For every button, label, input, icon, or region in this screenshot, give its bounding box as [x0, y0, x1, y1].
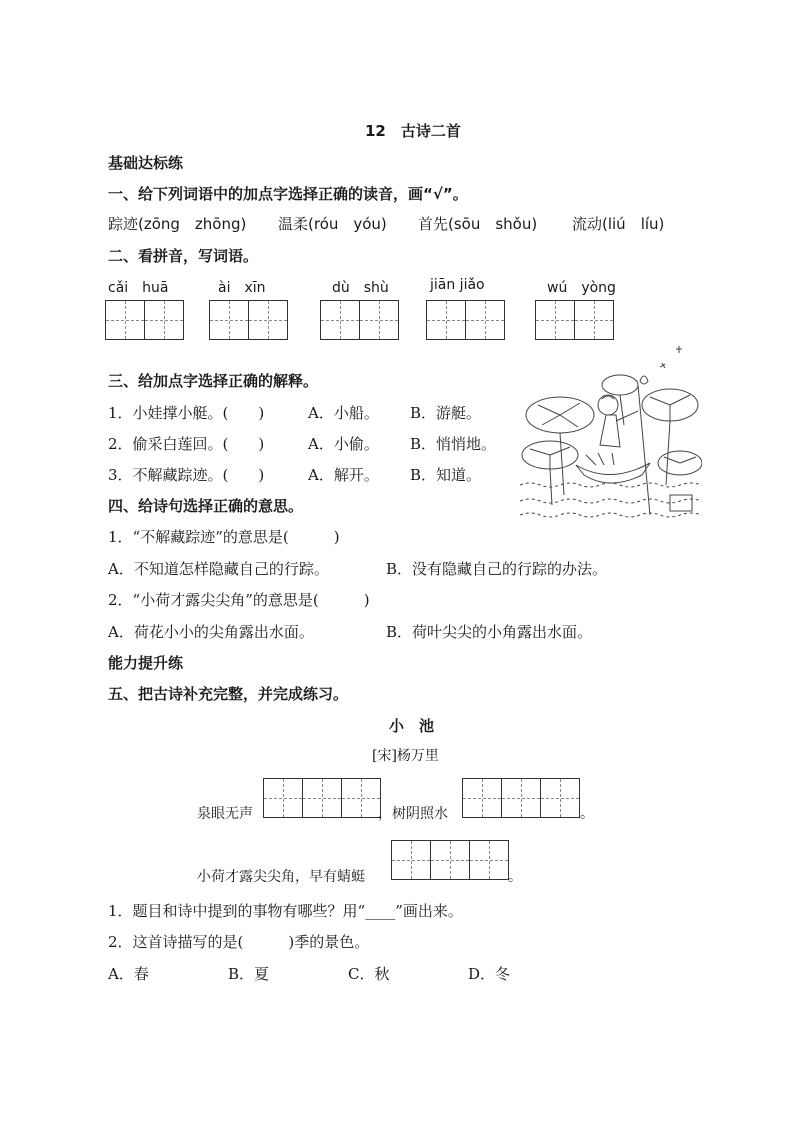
page-title: 12 古诗二首 — [365, 122, 461, 140]
poem-line1-start: 泉眼无声 — [197, 806, 253, 822]
q1-heading: 一、给下列词语中的加点字选择正确的读音，画“√”。 — [108, 185, 468, 203]
q3-option-2a[interactable]: A．小偷。 — [308, 435, 379, 453]
poem-line1-middle: ，树阴照水 — [378, 806, 448, 822]
poem-title: 小 池 — [389, 717, 435, 735]
q3-stem-3[interactable]: 3．不解藏踪迹。( ) — [108, 466, 265, 484]
writing-grid-2[interactable] — [209, 300, 288, 340]
poem-grid-1[interactable] — [263, 778, 381, 818]
q5-exercise-2[interactable]: 2．这首诗描写的是( )季的景色。 — [108, 933, 370, 951]
poem-line1-end: 。 — [580, 806, 594, 822]
q5-option-b[interactable]: B．夏 — [228, 965, 270, 983]
q5-option-d[interactable]: D．冬 — [468, 965, 511, 983]
q4-question-1[interactable]: 1．“不解藏踪迹”的意思是( ) — [108, 528, 340, 546]
q1-item-2[interactable]: 温柔(róu yóu) — [278, 215, 387, 233]
q3-stem-1[interactable]: 1．小娃撑小艇。( ) — [108, 404, 265, 422]
q4-q2-option-a[interactable]: A．荷花小小的尖角露出水面。 — [108, 623, 314, 641]
pinyin-3: dù shù — [332, 280, 389, 296]
q4-question-2[interactable]: 2．“小荷才露尖尖角”的意思是( ) — [108, 591, 370, 609]
q5-exercise-1[interactable]: 1．题目和诗中提到的事物有哪些？用“____”画出来。 — [108, 902, 463, 920]
q3-option-3a[interactable]: A．解开。 — [308, 466, 379, 484]
writing-grid-1[interactable] — [105, 300, 184, 340]
q3-heading: 三、给加点字选择正确的解释。 — [108, 372, 319, 390]
q4-heading: 四、给诗句选择正确的意思。 — [108, 497, 304, 515]
poem-grid-3[interactable] — [391, 840, 509, 880]
q5-option-c[interactable]: C．秋 — [348, 965, 390, 983]
poem-author: [宋]杨万里 — [372, 748, 439, 764]
q4-q1-option-b[interactable]: B．没有隐藏自己的行踪的办法。 — [386, 560, 608, 578]
section-basic-heading: 基础达标练 — [108, 154, 184, 172]
q1-item-1[interactable]: 踪迹(zōng zhōng) — [108, 215, 247, 233]
q5-heading: 五、把古诗补充完整，并完成练习。 — [108, 685, 349, 703]
lotus-boat-illustration — [520, 345, 702, 523]
pinyin-1: cǎi huā — [108, 280, 169, 296]
q3-option-2b[interactable]: B．悄悄地。 — [410, 435, 497, 453]
q3-option-1b[interactable]: B．游艇。 — [410, 404, 482, 422]
writing-grid-3[interactable] — [320, 300, 399, 340]
q1-item-4[interactable]: 流动(liú líu) — [572, 215, 665, 233]
section-advanced-heading: 能力提升练 — [108, 654, 184, 672]
pinyin-5: wú yòng — [547, 280, 616, 296]
writing-grid-5[interactable] — [535, 300, 614, 340]
q3-option-1a[interactable]: A．小船。 — [308, 404, 379, 422]
q2-heading: 二、看拼音，写词语。 — [108, 247, 259, 265]
poem-grid-2[interactable] — [462, 778, 580, 818]
q3-option-3b[interactable]: B．知道。 — [410, 466, 482, 484]
q1-item-3[interactable]: 首先(sōu shǒu) — [418, 215, 538, 233]
q3-stem-2[interactable]: 2．偷采白莲回。( ) — [108, 435, 265, 453]
pinyin-2: ài xīn — [218, 280, 266, 296]
pinyin-4: jiān jiǎo — [430, 277, 485, 293]
q4-q1-option-a[interactable]: A．不知道怎样隐藏自己的行踪。 — [108, 560, 329, 578]
poem-line2-end: 。 — [508, 869, 522, 885]
q5-option-a[interactable]: A．春 — [108, 965, 149, 983]
q4-q2-option-b[interactable]: B．荷叶尖尖的小角露出水面。 — [386, 623, 593, 641]
writing-grid-4[interactable] — [426, 300, 505, 340]
poem-line2-start: 小荷才露尖尖角，早有蜻蜓 — [197, 869, 365, 885]
